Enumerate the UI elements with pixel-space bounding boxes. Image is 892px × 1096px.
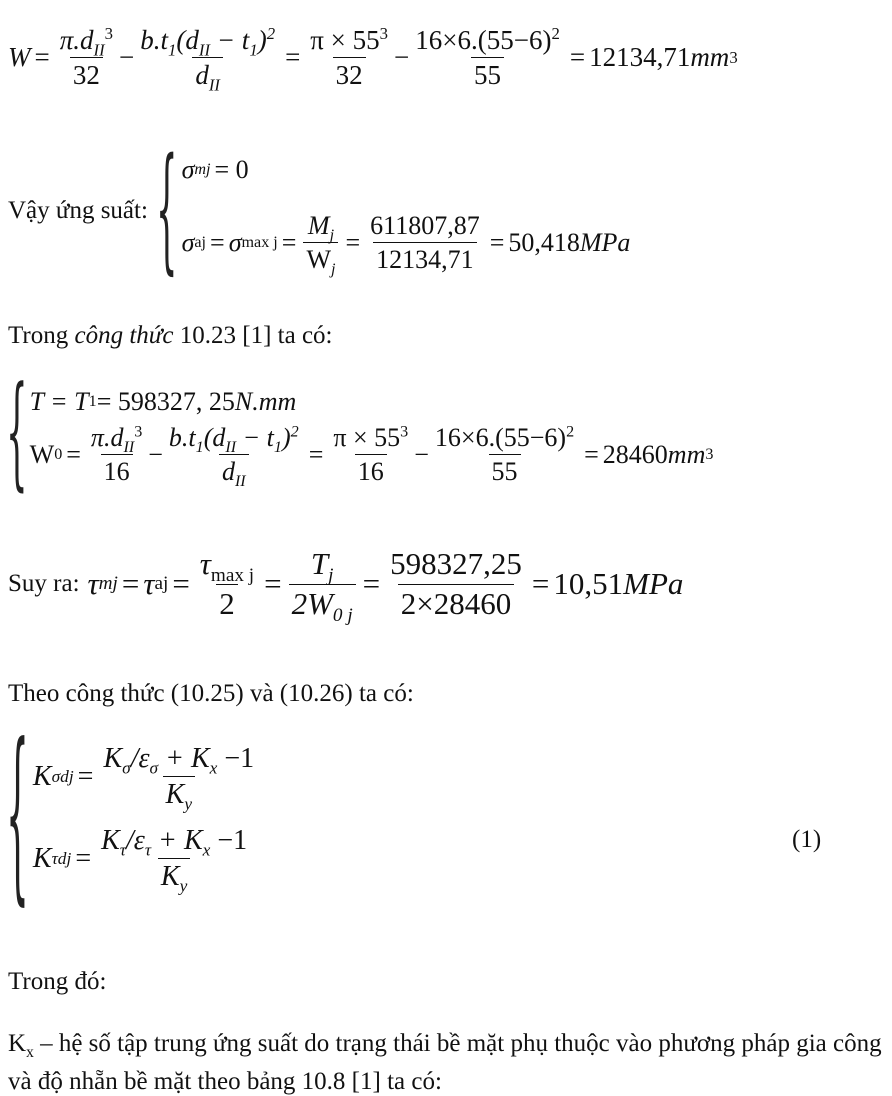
paragraph-kx-line2: và độ nhẵn bề mặt theo bảng 10.8 [1] ta có: [8,1068,442,1095]
equation-stress: Vậy ứng suất: { σ mj = 0 σ aj = σ max j = $\frac{M_j}{W_j}$ = $\frac{611807,87}{12134,71}$ = 50,418 MPa [8,130,631,291]
stress-result: 50,418 [508,227,580,257]
paragraph-trong-do: Trong đó: [8,968,107,995]
w-num1: $\frac{\pi \times 55^3}{32}$ [310,24,389,91]
w-term1: $\frac{\pi.d_{II}^3}{32}$ [59,24,114,91]
brace-icon: { [155,130,178,291]
w-num2: $\frac{16\times 6.(55-6)^2}{55}$ [415,24,560,91]
w-result: 12134,71 [589,42,691,73]
w-unit: mm [690,42,730,73]
w-term2: $\frac{b.t_1(d_{II} - t_1)^2}{d_{II}}$ [140,24,276,95]
equation-tau: Suy ra: τ mj = τ aj = $\frac{\tau_{max j}}{2}$ = $\frac{T_j}{2W_{0 j}}$ = $\frac{598327,25}{2\times 28460}$ = 10,51 MPa [8,546,684,626]
equation-number: (1) [792,826,822,853]
equation-k-system: { K σdj = $\frac{K_\sigma/\varepsilon_\sigma + K_x -1}{K_y}$ K τdj = $\frac{K_\tau/\varepsilon_\tau + K_x -1}{K_y}$ [6,711,255,925]
w-lhs: W [8,42,31,73]
w0-result: 28460 [602,439,668,469]
equation-torque: { T = T 1 = 598327, 25 N.mm W 0 = $\frac{\pi.d_{II}^3}{16}$ − $\frac{b.t_1(d_{II} - t_1)^2}{d_{II}}$ = $\frac{\pi \times 55^3}{16}$ − $\frac{16\times 6.(55-6)^2}{55}$ = 28460 mm 3 [6,361,714,506]
paragraph-ref-1025: Theo công thức (10.25) và (10.26) ta có: [8,680,414,707]
paragraph-kx: $K_x$ – hệ số tập trung ứng suất do trạng thái bề mặt phụ thuộc vào phương pháp gia công [8,1030,882,1061]
brace-icon: { [6,361,28,506]
brace-icon: { [6,711,29,925]
equation-w: W = $\frac{\pi.d_{II}^3}{32}$ − $\frac{b.t_1(d_{II} - t_1)^2}{d_{II}}$ = $\frac{\pi \times 55^3}{32}$ − $\frac{16\times 6.(55-6)^2}{55}$ = 12134,71 mm 3 [8,24,738,95]
stress-label: Vậy ứng suất: [8,196,148,224]
tau-result: 10,51 [553,566,624,602]
paragraph-ref-1023: Trong công thức 10.23 [1] ta có: [8,322,333,349]
tau-label: Suy ra: [8,570,80,598]
